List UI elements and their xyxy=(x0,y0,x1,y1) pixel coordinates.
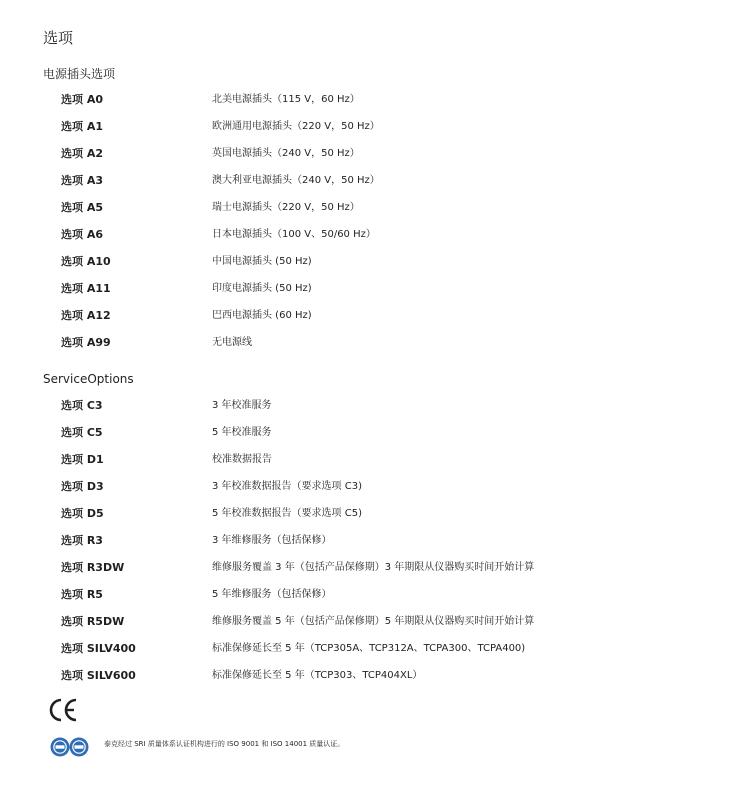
option-desc: 维修服务覆盖 5 年（包括产品保修期）5 年期限从仪器购买时间开始计算 xyxy=(212,616,535,627)
option-row-a5 xyxy=(0,200,736,216)
service-options-heading: ServiceOptions xyxy=(43,372,134,386)
ce-mark-icon xyxy=(48,697,78,723)
option-desc: 无电源线 xyxy=(212,337,252,348)
option-desc: 维修服务覆盖 3 年（包括产品保修期）3 年期限从仪器购买时间开始计算 xyxy=(212,562,535,573)
option-row-a0 xyxy=(0,92,736,108)
option-desc: 标准保修延长至 5 年（TCP305A、TCP312A、TCPA300、TCPA400) xyxy=(212,643,526,654)
option-name: 选项 A3 xyxy=(61,174,103,187)
option-row-a99 xyxy=(0,335,736,351)
option-desc: 3 年校准服务 xyxy=(212,400,272,411)
option-desc: 中国电源插头 (50 Hz) xyxy=(212,256,312,267)
option-desc: 英国电源插头（240 V，50 Hz） xyxy=(212,148,360,159)
option-name: 选项 R3 xyxy=(61,534,103,547)
option-desc: 3 年维修服务（包括保修） xyxy=(212,535,332,546)
option-row-a10 xyxy=(0,254,736,270)
option-row-a2 xyxy=(0,146,736,162)
option-name: 选项 D1 xyxy=(61,453,104,466)
option-desc: 瑞士电源插头（220 V，50 Hz） xyxy=(212,202,360,213)
option-name: 选项 A12 xyxy=(61,309,111,322)
option-desc: 欧洲通用电源插头（220 V，50 Hz） xyxy=(212,121,380,132)
option-row-a3 xyxy=(0,173,736,189)
option-name: 选项 A10 xyxy=(61,255,111,268)
option-row-a1 xyxy=(0,119,736,135)
option-name: 选项 R5 xyxy=(61,588,103,601)
option-name: 选项 D3 xyxy=(61,480,104,493)
option-row-d5 xyxy=(0,506,736,522)
option-row-r3 xyxy=(0,533,736,549)
option-name: 选项 A99 xyxy=(61,336,111,349)
option-name: 选项 R3DW xyxy=(61,561,125,574)
option-row-r5 xyxy=(0,587,736,603)
option-name: 选项 SILV600 xyxy=(61,669,136,682)
option-desc: 校准数据报告 xyxy=(212,454,272,465)
option-desc: 日本电源插头（100 V、50/60 Hz） xyxy=(212,229,376,240)
option-name: 选项 A1 xyxy=(61,120,103,133)
option-row-r5dw xyxy=(0,614,736,630)
option-row-silv400 xyxy=(0,641,736,657)
option-desc: 标准保修延长至 5 年（TCP303、TCP404XL） xyxy=(212,670,423,681)
option-desc: 北美电源插头（115 V，60 Hz） xyxy=(212,94,360,105)
option-desc: 5 年维修服务（包括保修） xyxy=(212,589,332,600)
option-name: 选项 R5DW xyxy=(61,615,125,628)
option-row-d3 xyxy=(0,479,736,495)
option-row-r3dw xyxy=(0,560,736,576)
option-row-c5 xyxy=(0,425,736,441)
option-name: 选项 A0 xyxy=(61,93,103,106)
option-row-d1 xyxy=(0,452,736,468)
option-name: 选项 C5 xyxy=(61,426,103,439)
option-name: 选项 A5 xyxy=(61,201,103,214)
option-name: 选项 A2 xyxy=(61,147,103,160)
option-row-c3 xyxy=(0,398,736,414)
option-row-a11 xyxy=(0,281,736,297)
option-name: 选项 SILV400 xyxy=(61,642,136,655)
power-plug-heading: 电源插头选项 xyxy=(43,67,116,81)
option-desc: 巴西电源插头 (60 Hz) xyxy=(212,310,312,321)
option-name: 选项 C3 xyxy=(61,399,103,412)
option-name: 选项 D5 xyxy=(61,507,104,520)
option-row-a6 xyxy=(0,227,736,243)
sri-certification-icon xyxy=(50,736,90,758)
option-name: 选项 A11 xyxy=(61,282,111,295)
option-desc: 5 年校准数据报告（要求选项 C5) xyxy=(212,508,362,519)
option-desc: 3 年校准数据报告（要求选项 C3) xyxy=(212,481,362,492)
option-row-a12 xyxy=(0,308,736,324)
option-desc: 澳大利亚电源插头（240 V，50 Hz） xyxy=(212,175,380,186)
option-desc: 印度电源插头 (50 Hz) xyxy=(212,283,312,294)
page-title: 选项 xyxy=(43,29,74,47)
certification-text: 泰克经过 SRI 质量体系认证机构进行的 ISO 9001 和 ISO 14001 质量认证。 xyxy=(104,740,345,748)
option-row-silv600 xyxy=(0,668,736,684)
option-desc: 5 年校准服务 xyxy=(212,427,272,438)
option-name: 选项 A6 xyxy=(61,228,103,241)
